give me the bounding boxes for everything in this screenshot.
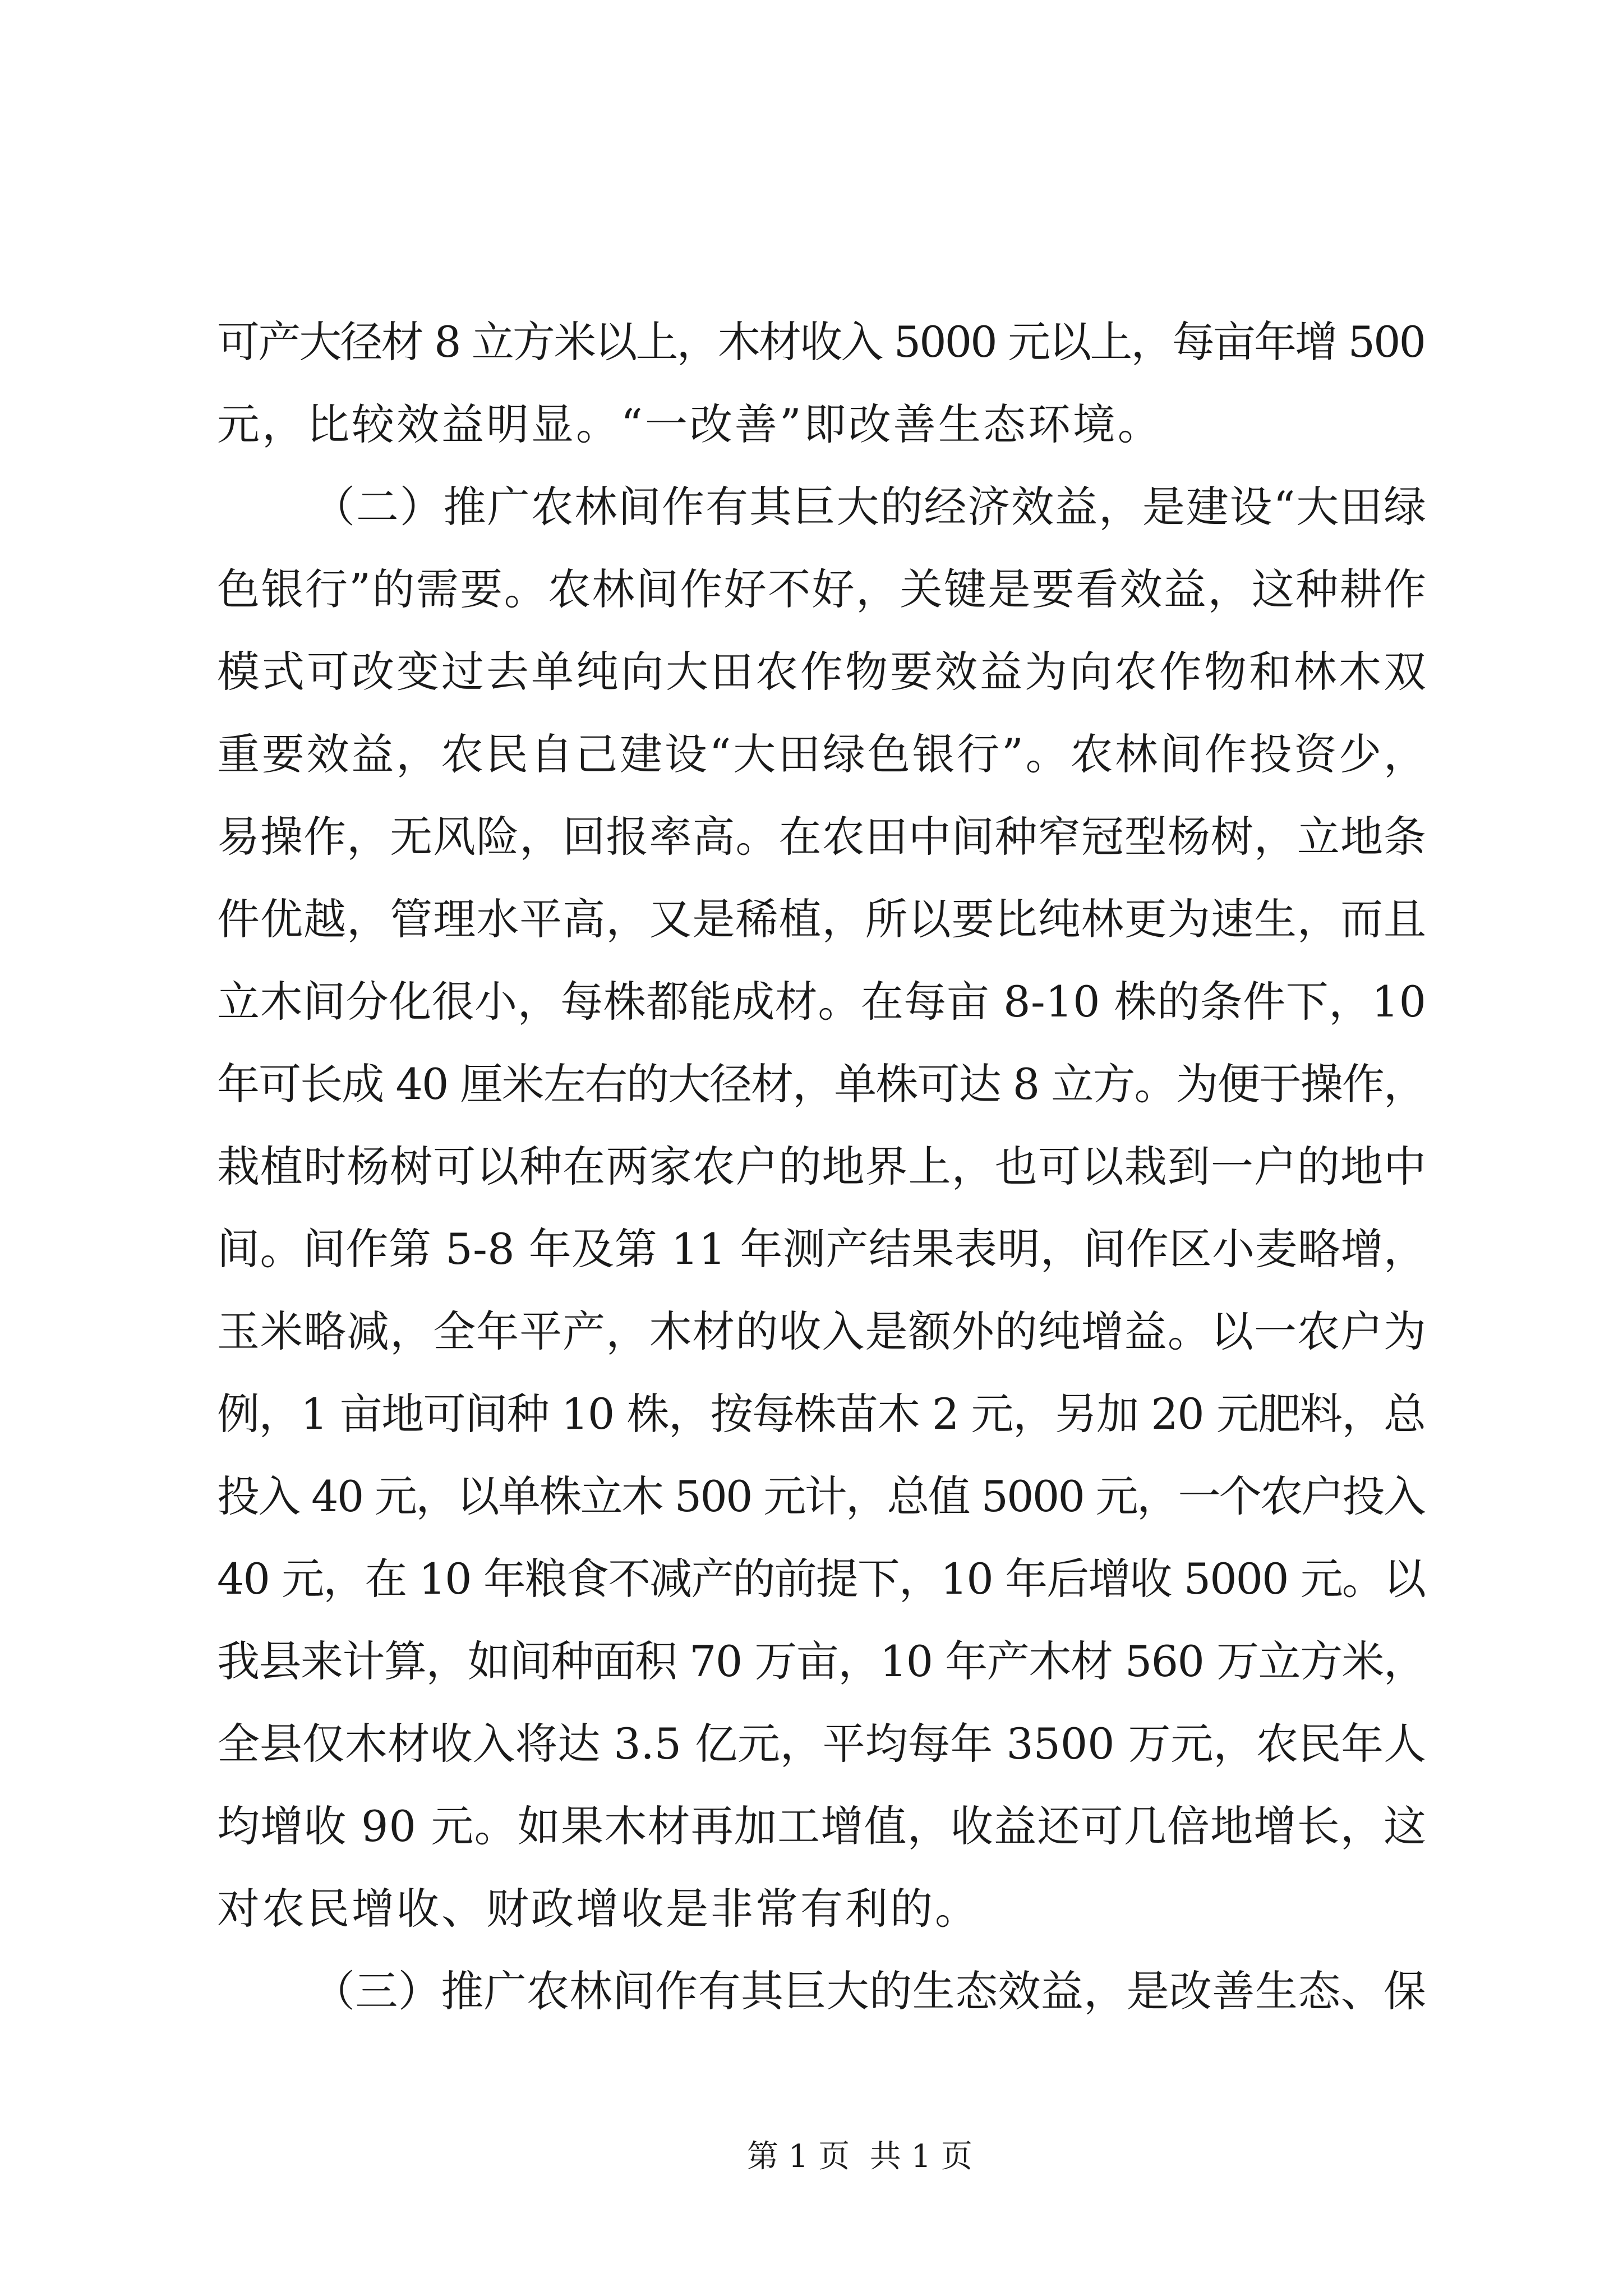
text-line: 立木间分化很小，每株都能成材。在每亩 8-10 株的条件下，10 <box>217 977 1427 1027</box>
paragraph-heading-line: （二）推广农林间作有其巨大的经济效益，是建设“大田绿 <box>312 482 1427 532</box>
text-line: 重要效益，农民自己建设“大田绿色银行”。农林间作投资少， <box>217 729 1428 779</box>
text-line: 40 元，在 10 年粮食不减产的前提下，10 年后增收 5000 元。以 <box>217 1554 1426 1604</box>
text-line: 件优越，管理水平高，又是稀植，所以要比纯林更为速生，而且 <box>217 894 1427 944</box>
paragraph-heading-line: （三）推广农林间作有其巨大的生态效益，是改善生态、保 <box>312 1966 1427 2016</box>
text-line: 全县仅木材收入将达 3.5 亿元，平均每年 3500 万元，农民年人 <box>217 1719 1426 1769</box>
text-line: 我县来计算，如间种面积 70 万亩，10 年产木材 560 万立方米， <box>217 1636 1426 1686</box>
text-line: 玉米略减，全年平产，木材的收入是额外的纯增益。以一农户为 <box>217 1306 1427 1356</box>
text-line: 年可长成 40 厘米左右的大径材，单株可达 8 立方。为便于操作， <box>217 1059 1426 1109</box>
text-line: 栽植时杨树可以种在两家农户的地界上，也可以栽到一户的地中 <box>217 1142 1427 1191</box>
text-line: 间。间作第 5-8 年及第 11 年测产结果表明，间作区小麦略增， <box>217 1224 1427 1274</box>
text-line: 色银行”的需要。农林间作好不好，关键是要看效益，这种耕作 <box>217 564 1428 614</box>
text-line: 均增收 90 元。如果木材再加工增值，收益还可几倍地增长，这 <box>217 1801 1427 1851</box>
page-number-footer: 第 1 页 共 1 页 <box>746 2138 973 2175</box>
text-line: 对农民增收、财政增收是非常有利的。 <box>217 1884 980 1934</box>
text-line: 投入 40 元，以单株立木 500 元计，总值 5000 元，一个农户投入 <box>217 1471 1425 1521</box>
text-line: 可产大径材 8 立方米以上，木材收入 5000 元以上，每亩年增 500 <box>217 317 1425 367</box>
text-line: 例，1 亩地可间种 10 株，按每株苗木 2 元，另加 20 元肥料，总 <box>217 1389 1426 1439</box>
body-text <box>217 301 1426 2032</box>
text-line: 易操作，无风险，回报率高。在农田中间种窄冠型杨树，立地条 <box>217 812 1427 862</box>
text-line: 元，比较效益明显。“一改善”即改善生态环境。 <box>217 399 1163 449</box>
text-line: 模式可改变过去单纯向大田农作物要效益为向农作物和林木双 <box>217 647 1428 697</box>
